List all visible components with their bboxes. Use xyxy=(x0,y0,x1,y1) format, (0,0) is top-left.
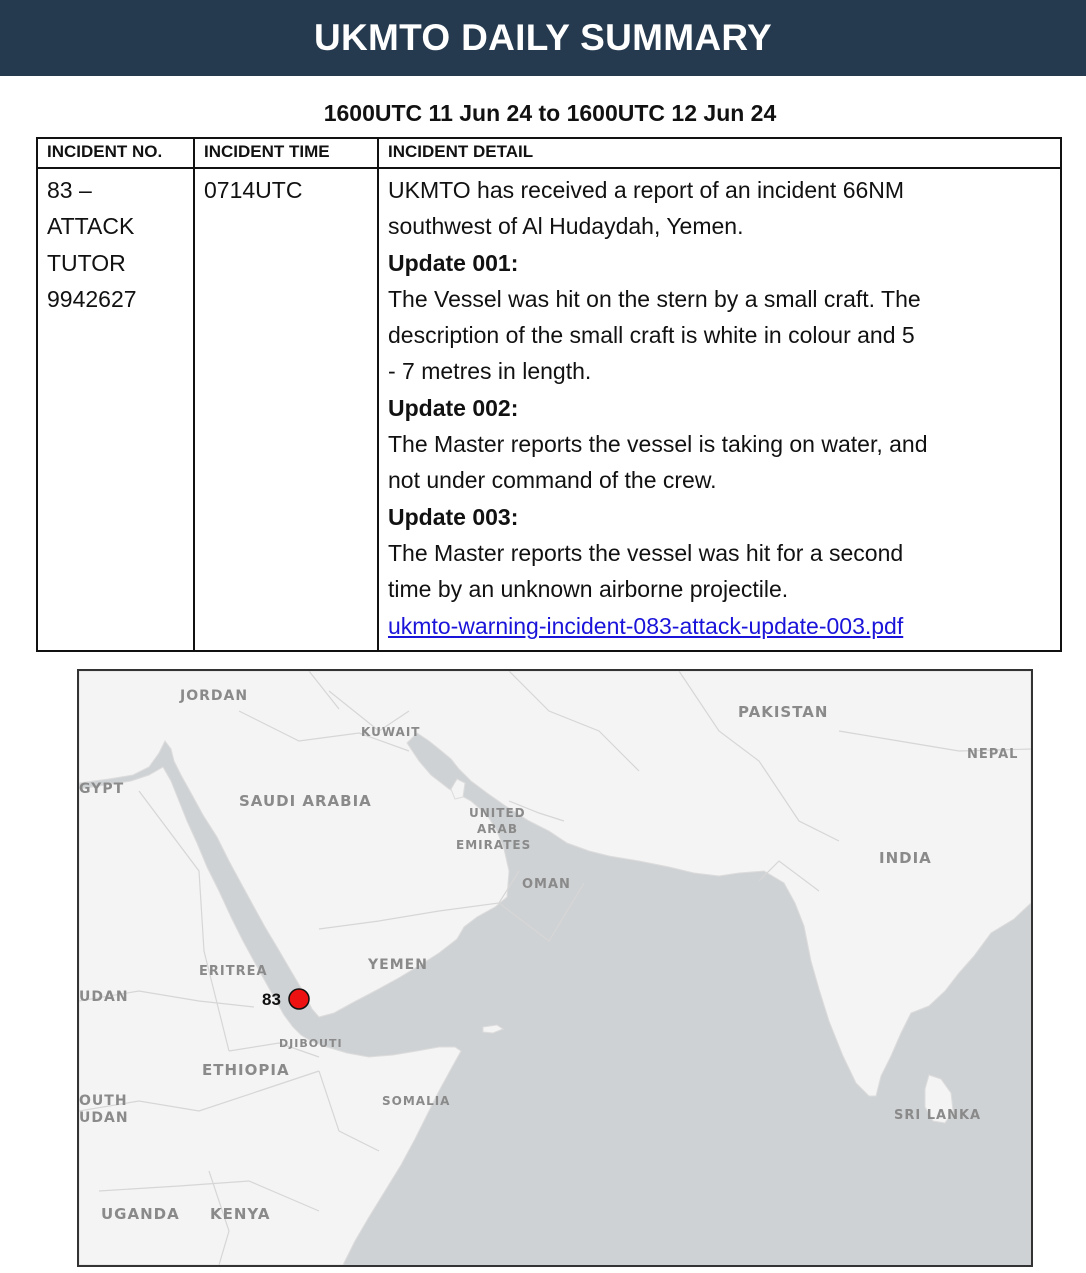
label-kenya: KENYA xyxy=(210,1205,271,1223)
update-003-line: time by an unknown airborne projectile. xyxy=(388,576,789,603)
update-001-line: The Vessel was hit on the stern by a small craft. The xyxy=(388,285,921,312)
label-eritrea: ERITREA xyxy=(199,964,268,979)
label-ethiopia: ETHIOPIA xyxy=(202,1061,290,1079)
label-jordan: JORDAN xyxy=(180,688,249,704)
label-south-sudan-line-1: OUTH xyxy=(79,1093,128,1109)
incident-type: ATTACK xyxy=(47,213,135,240)
label-pakistan: PAKISTAN xyxy=(738,703,829,721)
update-002-title: Update 002: xyxy=(388,394,519,421)
incident-time-cell: 0714UTC xyxy=(194,168,378,651)
label-nepal: NEPAL xyxy=(967,747,1019,762)
label-somalia: SOMALIA xyxy=(382,1094,451,1108)
incident-number: 83 – xyxy=(47,177,92,203)
label-uganda: UGANDA xyxy=(101,1205,180,1223)
incident-detail-cell xyxy=(378,168,1061,651)
table-row xyxy=(37,168,1061,651)
incident-table xyxy=(36,137,1062,652)
label-djibouti: DJIBOUTI xyxy=(279,1037,343,1050)
vessel-imo: 9942627 xyxy=(47,285,137,312)
label-uae-line-1: UNITED xyxy=(469,806,526,820)
incident-intro-line: southwest of Al Hudaydah, Yemen. xyxy=(388,213,744,240)
label-sudan: UDAN xyxy=(79,989,129,1005)
table-header-row xyxy=(37,138,1061,168)
update-001-title: Update 001: xyxy=(388,249,519,276)
update-001-line: - 7 metres in length. xyxy=(388,358,592,385)
update-003-title: Update 003: xyxy=(388,503,519,530)
document-title: UKMTO DAILY SUMMARY xyxy=(314,17,772,58)
label-saudi-arabia: SAUDI ARABIA xyxy=(239,792,372,810)
incident-intro-line: UKMTO has received a report of an incident 66NM xyxy=(388,177,905,203)
label-uae-line-3: EMIRATES xyxy=(456,838,532,852)
header-incident-no: INCIDENT NO. xyxy=(37,138,194,168)
incident-marker-label: 83 xyxy=(262,990,281,1009)
update-003-line: The Master reports the vessel was hit for a second xyxy=(388,539,904,566)
update-001-line: description of the small craft is white in colour and 5 xyxy=(388,322,915,349)
label-yemen: YEMEN xyxy=(368,957,428,973)
update-002-line: The Master reports the vessel is taking on water, and xyxy=(388,431,928,458)
header-incident-detail: INCIDENT DETAIL xyxy=(378,138,1061,168)
incident-marker[interactable] xyxy=(289,989,309,1009)
label-kuwait: KUWAIT xyxy=(361,725,421,739)
incident-map xyxy=(77,669,1033,1267)
label-india: INDIA xyxy=(879,849,932,867)
header-incident-time: INCIDENT TIME xyxy=(194,138,378,168)
label-oman: OMAN xyxy=(522,877,571,892)
update-003-pdf-link[interactable]: ukmto-warning-incident-083-attack-update-003.pdf xyxy=(388,612,904,639)
label-sri-lanka: SRI LANKA xyxy=(894,1108,982,1123)
label-egypt: GYPT xyxy=(79,781,125,797)
vessel-name: TUTOR xyxy=(47,249,126,276)
label-uae-line-2: ARAB xyxy=(477,822,518,836)
update-002-line: not under command of the crew. xyxy=(388,467,717,494)
header-banner xyxy=(0,0,1086,76)
incident-number-cell xyxy=(37,168,194,651)
label-south-sudan-line-2: UDAN xyxy=(79,1110,129,1126)
reporting-period: 1600UTC 11 Jun 24 to 1600UTC 12 Jun 24 xyxy=(323,100,777,126)
map-canvas xyxy=(79,671,1031,1265)
